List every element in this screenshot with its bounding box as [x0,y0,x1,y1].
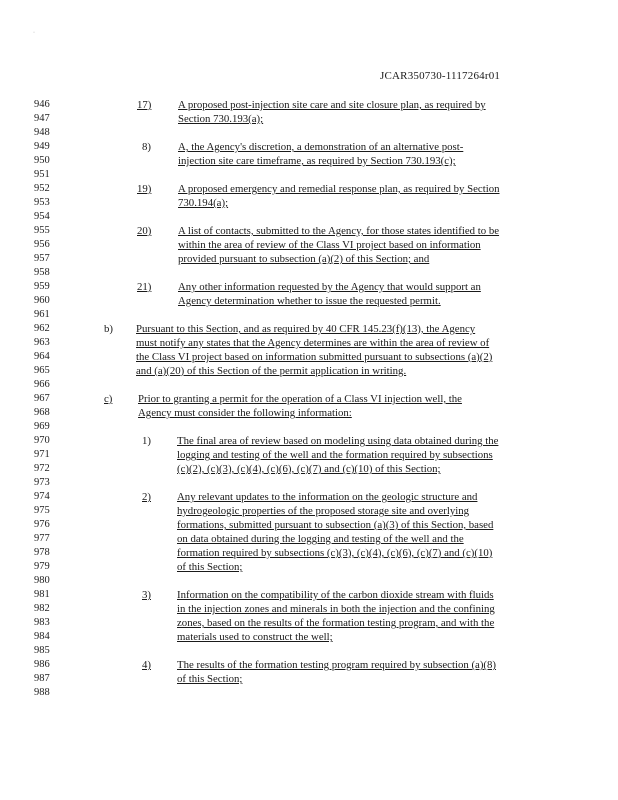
line-number: 988 [34,687,50,698]
line-number: 955 [34,225,50,236]
line-number: 976 [34,519,50,530]
line-number: 974 [34,491,50,502]
line-number: 957 [34,253,50,264]
item-b-line-3: the Class VI project based on information submitted pursuant to subsections (a)(2) [136,351,493,363]
line-number: 948 [34,127,50,138]
item-marker-18: 8) [142,141,151,153]
item-marker-c1: 1) [142,435,151,447]
item-b-line-1: Pursuant to this Section, and as required by 40 CFR 145.23(f)(13), the Agency [136,323,476,335]
line-number: 965 [34,365,50,376]
item-c3-line-2: in the injection zones and minerals in both the injection and the confining [177,603,495,615]
item-20-line-2: within the area of review of the Class VI project based on information [178,239,481,251]
item-marker-21: 21) [137,281,152,293]
item-c2-line-5: formation required by subsections (c)(3), (c)(4), (c)(6), (c)(7) and (c)(10) [177,547,493,559]
item-marker-c3: 3) [142,589,151,601]
line-number: 964 [34,351,50,362]
item-20-line-3: provided pursuant to subsection (a)(2) of this Section; and [178,253,430,265]
line-number: 979 [34,561,50,572]
item-17-line-1: A proposed post-injection site care and site closure plan, as required by [178,99,486,111]
line-number: 967 [34,393,50,404]
item-c3-line-1: Information on the compatibility of the carbon dioxide stream with fluids [177,589,494,601]
item-c1-line-2: logging and testing of the well and the formation required by subsections [177,449,493,461]
item-marker-17: 17) [137,99,152,111]
line-number: 980 [34,575,50,586]
item-b-line-2: must notify any states that the Agency determines are within the area of review of [136,337,490,349]
item-marker-c: c) [104,393,113,405]
item-19-line-2: 730.194(a); [178,197,229,209]
line-number: 968 [34,407,50,418]
item-c4-line-1: The results of the formation testing program required by subsection (a)(8) [177,659,497,671]
line-number: 962 [34,323,50,334]
line-number: 946 [34,99,50,110]
item-18-line-2: injection site care timeframe, as required by Section 730.193(c); [178,155,456,167]
line-number: 961 [34,309,50,320]
line-number: 982 [34,603,50,614]
document-id-header: JCAR350730-1117264r01 [380,70,501,82]
item-c2-line-2: hydrogeologic properties of the proposed storage site and overlying [177,505,470,517]
item-c4-line-2: of this Section; [177,673,243,685]
line-number: 952 [34,183,50,194]
item-marker-b: b) [104,323,113,335]
margin-dot: · [33,30,35,36]
line-number: 977 [34,533,50,544]
line-number: 985 [34,645,50,656]
line-number: 958 [34,267,50,278]
line-number: 987 [34,673,50,684]
line-number: 951 [34,169,50,180]
item-marker-19: 19) [137,183,152,195]
item-20-line-1: A list of contacts, submitted to the Agency, for those states identified to be [178,225,500,237]
line-number: 969 [34,421,50,432]
line-number: 950 [34,155,50,166]
item-marker-c2: 2) [142,491,151,503]
line-number: 981 [34,589,50,600]
line-number: 984 [34,631,50,642]
line-number: 983 [34,617,50,628]
item-marker-20: 20) [137,225,152,237]
line-number: 975 [34,505,50,516]
line-number: 978 [34,547,50,558]
item-c2-line-4: on data obtained during the logging and testing of the well and the [177,533,464,545]
line-number: 972 [34,463,50,474]
line-number: 966 [34,379,50,390]
line-number: 953 [34,197,50,208]
line-number: 963 [34,337,50,348]
item-c-line-1: Prior to granting a permit for the operation of a Class VI injection well, the [138,393,462,405]
item-c1-line-3: (c)(2), (c)(3), (c)(4), (c)(6), (c)(7) and (c)(10) of this Section; [177,463,441,475]
line-number: 954 [34,211,50,222]
item-18-line-1: A, the Agency's discretion, a demonstration of an alternative post- [178,141,464,153]
line-number: 973 [34,477,50,488]
line-number: 971 [34,449,50,460]
line-number: 960 [34,295,50,306]
item-21-line-1: Any other information requested by the Agency that would support an [178,281,481,293]
item-c3-line-4: materials used to construct the well; [177,631,333,643]
item-17-line-2: Section 730.193(a); [178,113,264,125]
line-number: 947 [34,113,50,124]
item-c1-line-1: The final area of review based on modeling using data obtained during the [177,435,499,447]
item-c2-line-6: of this Section; [177,561,243,573]
line-number: 949 [34,141,50,152]
item-21-line-2: Agency determination whether to issue the requested permit. [178,295,441,307]
line-number: 956 [34,239,50,250]
line-number: 970 [34,435,50,446]
line-number: 959 [34,281,50,292]
item-c2-line-3: formations, submitted pursuant to subsection (a)(3) of this Section, based [177,519,494,531]
item-c3-line-3: zones, based on the results of the formation testing program, and with the [177,617,495,629]
item-marker-c4: 4) [142,659,151,671]
line-number: 986 [34,659,50,670]
item-c2-line-1: Any relevant updates to the information on the geologic structure and [177,491,478,503]
item-b-line-4: and (a)(20) of this Section of the permit application in writing. [136,365,407,377]
item-c-line-2: Agency must consider the following information: [138,407,352,419]
item-19-line-1: A proposed emergency and remedial response plan, as required by Section [178,183,500,195]
